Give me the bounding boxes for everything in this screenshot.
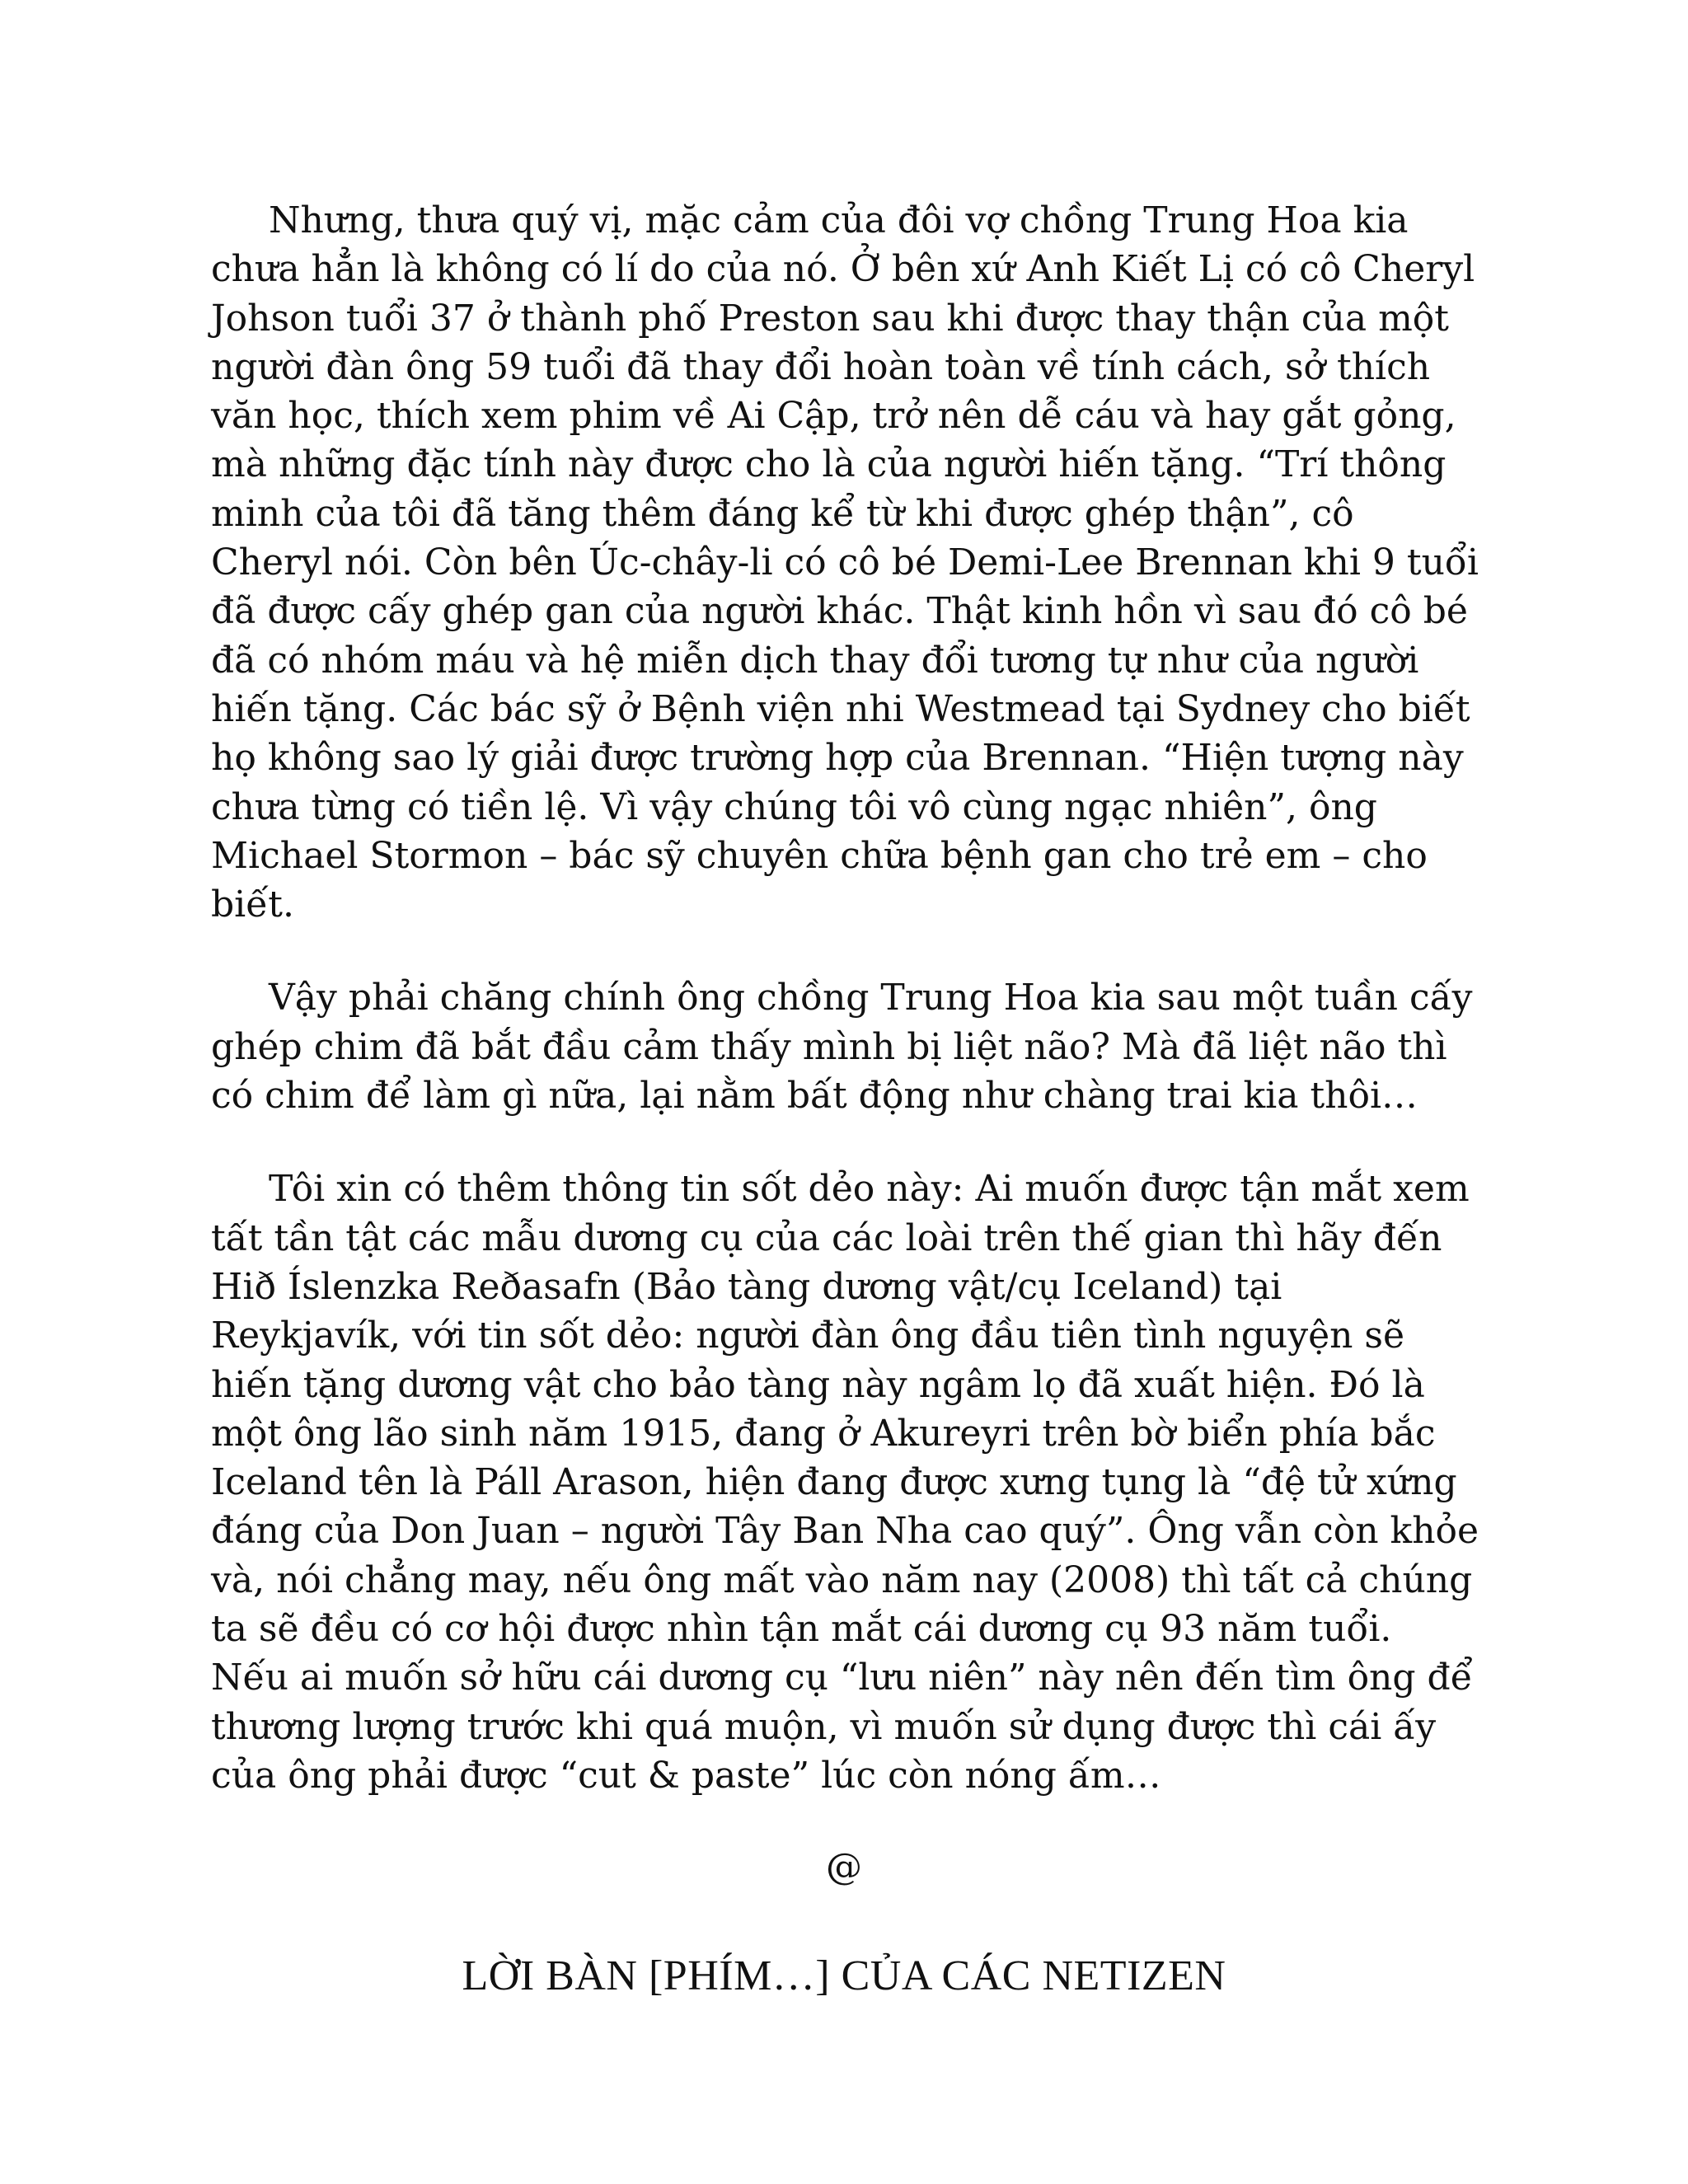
paragraph-2: Vậy phải chăng chính ông chồng Trung Hoa kia sau một tuần cấy ghép chim đã bắt đầu cảm thấy mình bị liệt não? Mà đã liệt não thì có chim để làm gì nữa, lại nằm bất động như chàng trai kia thôi… [211,977,1473,1118]
section-heading: LỜI BÀN [PHÍM…] CỦA CÁC NETIZEN [462,1952,1226,1999]
section-separator: @ [826,1846,862,1888]
body-text [211,196,1480,1800]
paragraph-1: Nhưng, thưa quý vị, mặc cảm của đôi vợ chồng Trung Hoa kia chưa hẳn là không có lí do của nó. Ở bên xứ Anh Kiết Lị có cô Cheryl Johson tuổi 37 ở thành phố Preston sau khi được thay thận của một người đàn ông 59 tuổi đã thay đổi hoàn toàn về tính cách, sở thích văn học, thích xem phim về Ai Cập, trở nên dễ cáu và hay gắt gỏng, mà những đặc tính này được cho là của người hiến tặng. “Trí thông minh của tôi đã tăng thêm đáng kể từ khi được ghép thận”, cô Cheryl nói. Còn bên Úc-chây-li có cô bé Demi-Lee Brennan khi 9 tuổi đã được cấy ghép gan của người khác. Thật kinh hồn vì sau đó cô bé đã có nhóm máu và hệ miễn dịch thay đổi tương tự như của người hiến tặng. Các bác sỹ ở Bệnh viện nhi Westmead tại Sydney cho biết họ không sao lý giải được trường hợp của Brennan. “Hiện tượng này chưa từng có tiền lệ. Vì vậy chúng tôi vô cùng ngạc nhiên”, ông Michael Stormon – bác sỹ chuyên chữa bệnh gan cho trẻ em – cho biết. [211,199,1479,926]
paragraph-3: Tôi xin có thêm thông tin sốt dẻo này: Ai muốn được tận mắt xem tất tần tật các mẫu dương cụ của các loài trên thế gian thì hãy đến Hið Íslenzka Reðasafn (Bảo tàng dương vật/cụ Iceland) tại Reykjavík, với tin sốt dẻo: người đàn ông đầu tiên tình nguyện sẽ hiến tặng dương vật cho bảo tàng này ngâm lọ đã xuất hiện. Đó là một ông lão sinh năm 1915, đang ở Akureyri trên bờ biển phía bắc Iceland tên là Páll Arason, hiện đang được xưng tụng là “đệ tử xứng đáng của Don Juan – người Tây Ban Nha cao quý”. Ông vẫn còn khỏe và, nói chẳng may, nếu ông mất vào năm nay (2008) thì tất cả chúng ta sẽ đều có cơ hội được nhìn tận mắt cái dương cụ 93 năm tuổi. Nếu ai muốn sở hữu cái dương cụ “lưu niên” này nên đến tìm ông để thương lượng trước khi quá muộn, vì muốn sử dụng được thì cái ấy của ông phải được “cut & paste” lúc còn nóng ấm… [211,1168,1479,1797]
